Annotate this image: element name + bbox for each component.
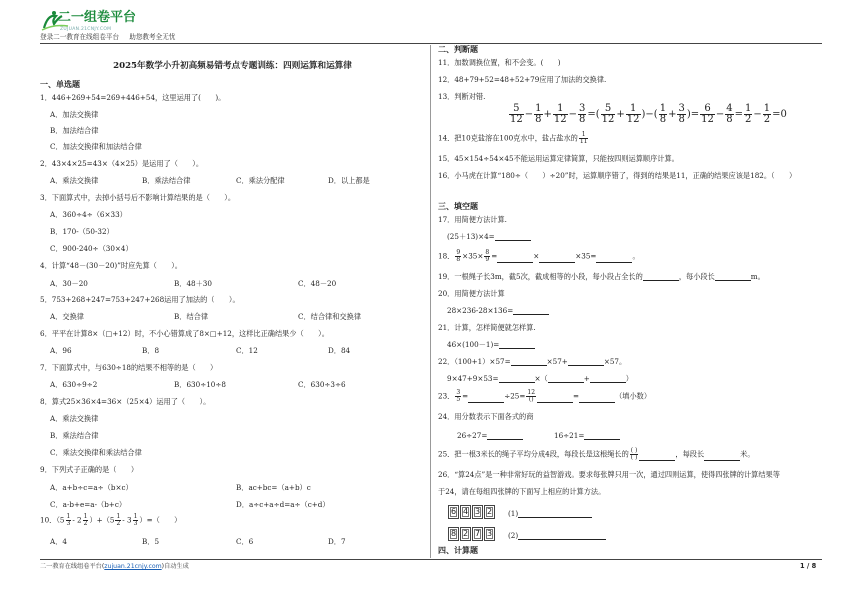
option-6d[interactable]: D．84 [328,346,351,355]
section-fill-blank: 三、填空题 [438,201,478,211]
question-2: 2．43×4×25=43×（4×25）是运用了（ ）。 [40,159,204,168]
option-2c[interactable]: C．乘法分配律 [236,176,285,185]
question-21: 21．计算，怎样简便就怎样算. [438,323,536,332]
option-2d[interactable]: D．以上都是 [328,176,370,185]
question-5: 5．753+268+247=753+247+268运用了加法的（ ）。 [40,295,240,304]
question-22: 22．（100+1）×57= ×57+ ×57。 [438,357,627,366]
blank[interactable] [539,255,575,263]
playing-card: 4 [460,505,471,519]
option-9d[interactable]: D．a÷c+a÷d=a÷（c+d） [236,500,330,509]
question-10: 10．（5 $\frac{1}{3}$ - 2 $\frac{1}{2}$ ）+（5 $\frac{1}{2}$ - 3 $\frac{1}{3}$ ）=（ ） [40,513,182,527]
card-group-1 [448,505,496,519]
login-link[interactable]: 登录二一教育在线组卷平台 [40,33,120,41]
option-6a[interactable]: A．96 [50,346,72,355]
blank[interactable] [590,375,626,383]
blank[interactable] [518,510,592,518]
question-3: 3．下面算式中，去掉小括号后不影响计算结果的是（ ）。 [40,193,236,202]
question-24: 24．用分数表示下面各式的商 [438,412,534,421]
question-23: 23． $\frac{3}{5}$ = ÷25= 12 () = （填小数） [438,389,652,403]
question-1: 1．446+269+54=269+446+54，这里运用了( )。 [40,93,226,102]
option-3b[interactable]: B．170-（50-32） [50,227,114,236]
header-divider [40,43,822,44]
option-9c[interactable]: C．a-b+e=a-（b+c） [50,500,127,509]
question-17: 17．用简便方法计算. [438,215,507,224]
option-5c[interactable]: C．结合律和交换律 [298,312,362,321]
question-13: 13．判断对错. [438,92,486,101]
answer-line-2: (2) [508,532,606,540]
page-number: 1 / 8 [800,562,817,570]
blank[interactable] [499,341,535,349]
question-7: 7．下面算式中，与630÷18的结果不相等的是（ ） [40,363,218,372]
question-26: 26．“算24点”是一种非常好玩的益智游戏。要求每张牌只用一次，通过四则运算，使得四张牌的计算结果等 [438,470,780,479]
blank[interactable] [497,255,533,263]
blank[interactable] [568,358,604,366]
playing-card: 3 [472,505,483,519]
playing-card: 2 [460,527,471,541]
section-true-false: 二、判断题 [438,44,478,54]
option-4c[interactable]: C．48－20 [298,279,337,288]
answer-line-1: (1) [508,510,592,518]
question-22-line2: 9×47+9×53= ×（ + ） [447,374,633,383]
question-19: 19．一根绳子长3m，截5次，截成相等的小段，每小段占全长的 ，每小段长 m。 [438,272,765,281]
question-21-expr: 46×(100－1)= [447,341,535,349]
blank[interactable] [584,432,620,440]
question-25: 25．把一根3米长的绳子平均分成4段，每段长是这根绳长的 ( ) ( ) ，每段长 米。 [438,447,755,461]
logo-subtitle: ZUJUAN.21CNJY.COM [60,27,112,32]
question-14: 14．把10克盐溶在100克水中，盐占盐水的 $\frac{1}{11}$ [438,131,588,145]
option-3c[interactable]: C．900-240÷（30×4） [50,244,133,253]
question-13-equation: $\frac{5}{12}$ − $\frac{1}{8}$ + $\frac{1}{12}$ − $\frac{3}{8}$ =( $\frac{5}{12}$ + $\frac{1}{12}$ )−( $\frac{1}{8}$ + $\frac{3}{8}$ )= $\frac{6}{12}$ − $\frac{4}{8}$ = $\frac{1}{2}$ − $\frac{1}{2}$ =0 [510,103,787,125]
option-8a[interactable]: A．乘法交换律 [50,414,99,423]
option-5b[interactable]: B．结合律 [174,312,209,321]
question-12: 12．48+79+52=48+52+79应用了加法的交换律. [438,75,607,84]
question-26-line2: 于24，请在每组四张牌的下面写上相应的计算方法。 [438,487,606,496]
question-17-expr: (25＋13)×4= [447,233,531,241]
blank[interactable] [639,453,675,461]
playing-card: 2 [484,505,495,519]
question-24-expr-1: 26÷27= [457,432,523,440]
question-4: 4．计算“48－(30－20)”时应先算（ ）。 [40,261,182,270]
logo-text: 二一组卷平台 [58,10,137,25]
option-10c[interactable]: C．6 [236,537,254,546]
blank[interactable] [548,375,584,383]
option-7b[interactable]: B．630÷10÷8 [174,380,226,389]
question-9: 9．下列式子正确的是（ ） [40,465,139,474]
option-7c[interactable]: C．630÷3÷6 [298,380,346,389]
option-8b[interactable]: B．乘法结合律 [50,431,99,440]
option-10b[interactable]: B．5 [142,537,160,546]
footer-divider [40,559,822,560]
question-18: 18． $\frac{9}{8}$ ×35× $\frac{8}{9}$ = × ×35= 。 [438,249,640,263]
option-9a[interactable]: A．a+b÷c=a÷（b×c） [50,483,133,492]
option-2a[interactable]: A．乘法交换律 [50,176,99,185]
slogan-link[interactable]: 助您教考全无忧 [129,33,176,41]
option-3a[interactable]: A．360÷4÷（6×33） [50,210,127,219]
blank[interactable] [518,532,606,540]
option-1c[interactable]: C．加法交换律和加法结合律 [50,142,142,151]
option-4b[interactable]: B．48＋30 [174,279,212,288]
option-5a[interactable]: A．交换律 [50,312,84,321]
question-20-expr: 28×236-28×136= [447,307,549,315]
blank[interactable] [487,432,523,440]
footer-text: 二一教育在线组卷平台(zujuan.21cnjy.com)自动生成 [40,563,189,570]
blank[interactable] [495,233,531,241]
question-16: 16．小马虎在计算“180÷（ ）÷20”时，运算顺序错了，得到的结果是11，正确的结果应该是182。（ ） [438,171,797,180]
blank[interactable] [511,358,547,366]
blank[interactable] [579,395,615,403]
footer-link[interactable]: zujuan.21cnjy.com [104,563,162,570]
option-10d[interactable]: D．7 [328,537,346,546]
column-divider [430,45,431,558]
blank[interactable] [704,453,740,461]
option-2b[interactable]: B．乘法结合律 [142,176,191,185]
option-8c[interactable]: C．乘法交换律和乘法结合律 [50,448,142,457]
option-6c[interactable]: C．12 [236,346,258,355]
blank[interactable] [499,375,535,383]
blank[interactable] [513,307,549,315]
page-title: 2025年数学小升初高频易错考点专题训练：四则运算和运算律 [113,61,352,71]
option-4a[interactable]: A．30－20 [50,279,88,288]
playing-card: 8 [448,527,459,541]
blank[interactable] [715,273,751,281]
blank[interactable] [468,395,504,403]
blank[interactable] [537,395,573,403]
question-24-expr-2: 16÷21= [554,432,620,440]
blank[interactable] [643,273,679,281]
question-6: 6．平平在计算8×（□+12）时，不小心错算成了8×□+12，这样比正确结果少（ ）。 [40,329,329,338]
card-group-2 [448,527,496,541]
option-7a[interactable]: A．630÷9÷2 [50,380,98,389]
blank[interactable] [596,255,632,263]
option-1a[interactable]: A．加法交换律 [50,110,99,119]
question-11: 11．加数调换位置，和不会变。( ) [438,58,561,67]
option-10a[interactable]: A．4 [50,537,67,546]
playing-card: 7 [472,527,483,541]
question-15: 15．45×154÷54×45不能运用运算定律简算，只能按四则运算顺序计算。 [438,154,679,163]
option-9b[interactable]: B．ac+bc=（a+b）c [236,483,311,492]
playing-card: 6 [448,505,459,519]
question-20: 20．用简便方法计算 [438,289,505,298]
playing-card: 3 [484,527,495,541]
question-8: 8．算式25×36×4=36×（25×4）运用了（ ）。 [40,397,211,406]
section-single-choice: 一、单选题 [40,79,80,89]
section-calculation: 四、计算题 [438,545,478,555]
option-1b[interactable]: B．加法结合律 [50,126,99,135]
header-links [40,34,183,42]
option-6b[interactable]: B．8 [142,346,160,355]
